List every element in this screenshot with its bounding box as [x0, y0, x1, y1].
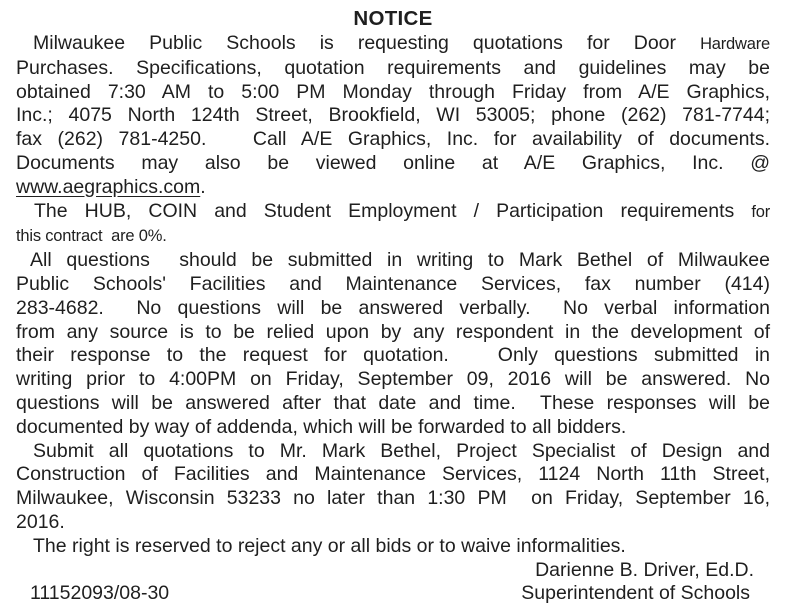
- text-line: [16, 81, 770, 105]
- text-segment: .: [200, 175, 206, 198]
- signature-name: Darienne B. Driver, Ed.D.: [535, 558, 754, 581]
- text-line: [16, 463, 770, 487]
- text-line: [16, 176, 770, 200]
- text-segment: for: [751, 202, 770, 221]
- text-segment: Documents may also be viewed online at A/E Graphics, Inc. @: [16, 151, 770, 174]
- text-segment: writing prior to 4:00PM on Friday, September 09, 2016 will be answered. No: [16, 368, 770, 391]
- text-segment: 283-4682. No questions will be answered verbally. No verbal information: [16, 296, 770, 319]
- text-line: [16, 249, 770, 273]
- text-line: [16, 297, 770, 321]
- text-segment: their response to the request for quotation. Only questions submitted in: [16, 344, 770, 367]
- text-line: [16, 416, 770, 440]
- text-segment: Inc.; 4075 North 124th Street, Brookfield, WI 53005; phone (262) 781-7744;: [16, 104, 770, 127]
- text-line: [16, 511, 770, 535]
- text-segment: fax (262) 781-4250. Call A/E Graphics, Inc. for availability of documents.: [16, 128, 770, 151]
- text-line: [16, 104, 770, 128]
- text-line: [16, 321, 770, 345]
- text-segment: Milwaukee Public Schools is requesting quotations for Door: [33, 32, 701, 54]
- text-line: [16, 32, 770, 57]
- text-segment: 2016.: [16, 510, 65, 533]
- text-segment: The right is reserved to reject any or all bids or to waive informalities.: [33, 534, 626, 557]
- text-line: [16, 392, 770, 416]
- text-segment: Public Schools' Facilities and Maintenance Services, fax number (414): [16, 272, 770, 295]
- text-segment: obtained 7:30 AM to 5:00 PM Monday through Friday from A/E Graphics,: [16, 80, 770, 103]
- paragraph-questions: [16, 249, 770, 439]
- paragraph-submission: [16, 440, 770, 535]
- text-line: [16, 440, 770, 464]
- text-segment: this contract are 0%.: [16, 227, 167, 246]
- footer-row: [16, 582, 770, 606]
- notice-title: NOTICE: [353, 7, 433, 30]
- text-line: [16, 487, 770, 511]
- text-segment: Submit all quotations to Mr. Mark Bethel, Project Specialist of Design and: [33, 439, 770, 462]
- text-line: [16, 57, 770, 81]
- text-line: [16, 273, 770, 297]
- text-line: [16, 200, 770, 225]
- text-line: [16, 344, 770, 368]
- website-link[interactable]: www.aegraphics.com: [16, 175, 201, 198]
- text-segment: questions will be answered after that date and time. These responses will be: [16, 391, 770, 414]
- text-segment: Construction of Facilities and Maintenance Services, 1124 North 11th Street,: [16, 463, 770, 486]
- signature-title: Superintendent of Schools: [521, 582, 750, 605]
- text-segment: The HUB, COIN and Student Employment / Participation requirements: [34, 199, 752, 222]
- notice-body: [16, 32, 770, 559]
- text-segment: Purchases. Specifications, quotation requirements and guidelines may be: [16, 56, 770, 79]
- reference-number: 11152093/08-30: [30, 582, 170, 605]
- text-segment: from any source is to be relied upon by any respondent in the development of: [16, 320, 770, 343]
- text-line: [16, 152, 770, 176]
- text-line: [16, 128, 770, 152]
- text-line: [16, 368, 770, 392]
- paragraph-rights-reserved: [16, 535, 770, 559]
- text-segment: Hardware: [700, 35, 770, 53]
- text-line: [16, 535, 770, 559]
- text-segment: All questions should be submitted in writing to Mark Bethel of Milwaukee: [30, 249, 770, 272]
- paragraph-hub-requirements: [16, 200, 770, 250]
- text-segment: Milwaukee, Wisconsin 53233 no later than 1:30 PM on Friday, September 16,: [16, 487, 770, 510]
- text-segment: documented by way of addenda, which will be forwarded to all bidders.: [16, 415, 627, 438]
- paragraph-intro: [16, 32, 770, 200]
- text-line: [16, 224, 770, 249]
